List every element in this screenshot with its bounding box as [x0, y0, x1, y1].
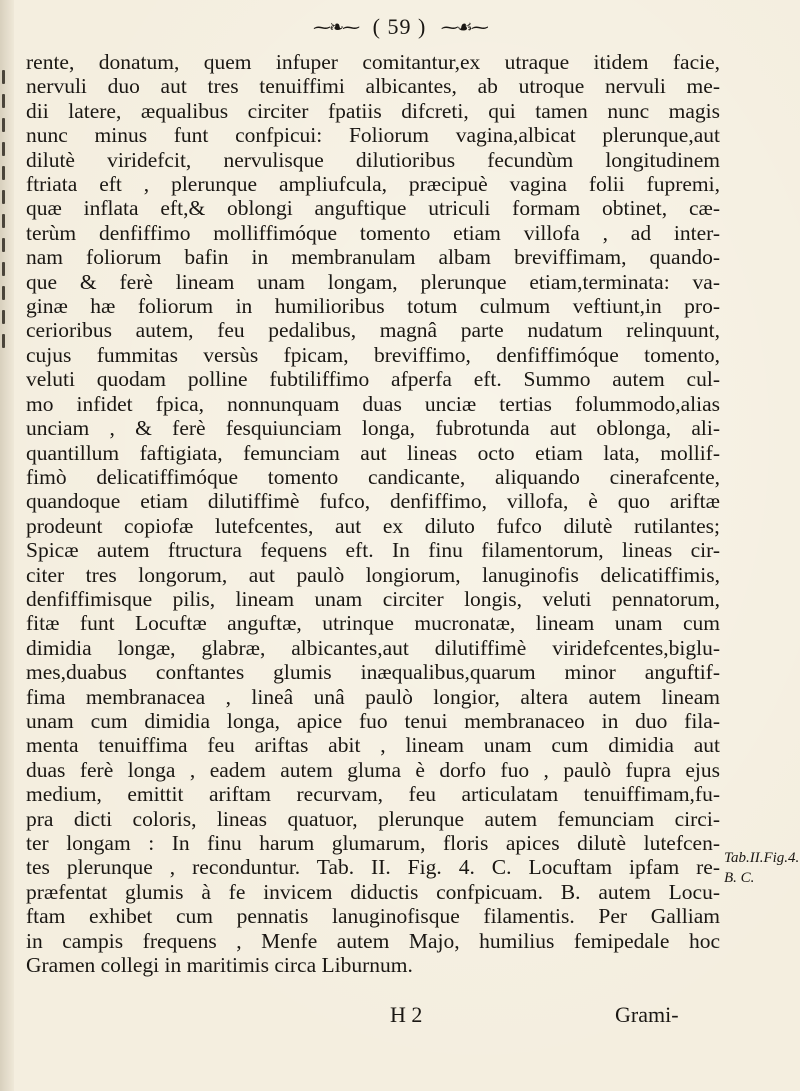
text-line: duas ferè longa , eadem autem gluma è dorfo fuo , paulò fupra ejus [26, 757, 720, 782]
text-line: nam foliorum bafin in membranulam albam breviffimam, quando- [26, 245, 720, 270]
text-line: terùm denfiffimo molliffimóque tomento etiam villofa , ad inter- [26, 220, 720, 245]
text-line: que & ferè lineam unam longam, plerunque etiam,terminata: va- [26, 269, 720, 294]
margin-note-figure-ref: Tab.II.Fig.4. [724, 850, 800, 866]
text-line: Spicæ autem ftructura fequens eft. In finu filamentorum, lineas cir- [26, 538, 720, 563]
text-line: ftriata eft , plerunque ampliufcula, præcipuè vagina folii fupremi, [26, 172, 720, 197]
text-line: cerioribus autem, feu pedalibus, magnâ parte nudatum relinquunt, [26, 318, 720, 343]
signature-mark: H 2 [390, 1002, 423, 1027]
text-line: fima membranacea , lineâ unâ paulò longior, altera autem lineam [26, 684, 720, 709]
page-number: ( 59 ) [372, 14, 427, 39]
text-line: veluti quodam polline fubtiliffimo afperfa eft. Summo autem cul- [26, 367, 720, 392]
text-line: denfiffimisque pilis, lineam unam circiter longis, veluti pennatorum, [26, 586, 720, 611]
text-line: quandoque etiam dilutiffimè fufco, denfiffimo, villofa, è quo ariftæ [26, 489, 720, 514]
text-line: menta tenuiffima feu ariftas abit , lineam unam cum dimidia aut [26, 733, 720, 758]
text-line: medium, emittit ariftam recurvam, feu articulatam tenuiffimam,fu- [26, 782, 720, 807]
text-line: dilutè viridefcit, nervulisque dilutioribus fecundùm longitudinem [26, 147, 720, 172]
text-line: dii latere, æqualibus circiter fpatiis difcreti, qui tamen nunc magis [26, 98, 720, 123]
text-line: ftam exhibet cum pennatis lanuginofisque filamentis. Per Galliam [26, 904, 720, 929]
catchword: Grami- [615, 1002, 679, 1027]
text-line: ginæ hæ foliorum in humilioribus totum culmum veftiunt,in pro- [26, 294, 720, 319]
text-line: cujus fummitas versùs fpicam, breviffimo, denfiffimóque tomento, [26, 342, 720, 367]
text-line: rente, donatum, quem infuper comitantur,ex utraque itidem facie, [26, 50, 720, 74]
ornament-left-icon: ⁓❧⁓ [313, 17, 359, 37]
text-line: pra dicti coloris, lineas quatuor, plerunque autem femunciam circi- [26, 806, 720, 831]
text-line: fimò delicatiffimóque tomento candicante, aliquando cinerafcente, [26, 464, 720, 489]
text-line: præfentat glumis à fe invicem diductis confpicuam. B. autem Locu- [26, 879, 720, 904]
text-line: quantillum faftigiata, femunciam aut lineas octo etiam lata, mollif- [26, 440, 720, 465]
margin-note-letters: B. C. [724, 870, 755, 886]
text-line: citer tres longorum, aut paulò longiorum, lanuginofis delicatiffimis, [26, 562, 720, 587]
body-text [26, 50, 720, 977]
text-line: quæ inflata eft,& oblongi anguftique utriculi formam obtinet, cæ- [26, 196, 720, 221]
text-line: fitæ funt Locuftæ anguftæ, utrinque mucronatæ, lineam unam cum [26, 611, 720, 636]
binding-marks [2, 70, 10, 358]
text-line: ter longam : In finu harum glumarum, floris apices dilutè lutefcen- [26, 831, 720, 855]
text-line: mo infidet fpica, nonnunquam duas unciæ tertias folummodo,alias [26, 391, 720, 416]
text-line: dimidia longæ, glabræ, albicantes,aut dilutiffimè viridefcentes,biglu- [26, 635, 720, 660]
ornament-right-icon: ⁓☙⁓ [440, 17, 487, 37]
text-line: prodeunt copiofæ lutefcentes, aut ex diluto fufco dilutè rutilantes; [26, 513, 720, 538]
text-line: nervuli duo aut tres tenuiffimi albicantes, ab utroque nervuli me- [26, 74, 720, 99]
page-header [0, 14, 800, 40]
text-line: tes plerunque , reconduntur. Tab. II. Fig. 4. C. Locuftam ipfam re- [26, 855, 720, 880]
text-line: mes,duabus conftantes glumis inæqualibus,quarum minor anguftif- [26, 660, 720, 685]
text-line: unciam , & ferè fesquiunciam longa, fubrotunda aut oblonga, ali- [26, 416, 720, 441]
text-line: unam cum dimidia longa, apice fuo tenui membranaceo in duo fila- [26, 708, 720, 733]
text-line: in campis frequens , Menfe autem Majo, humilius femipedale hoc [26, 928, 720, 953]
text-line: Gramen collegi in maritimis circa Liburnum. [26, 953, 413, 978]
text-line: nunc minus funt confpicui: Foliorum vagina,albicat plerunque,aut [26, 123, 720, 148]
page-binding-edge [0, 0, 14, 1091]
